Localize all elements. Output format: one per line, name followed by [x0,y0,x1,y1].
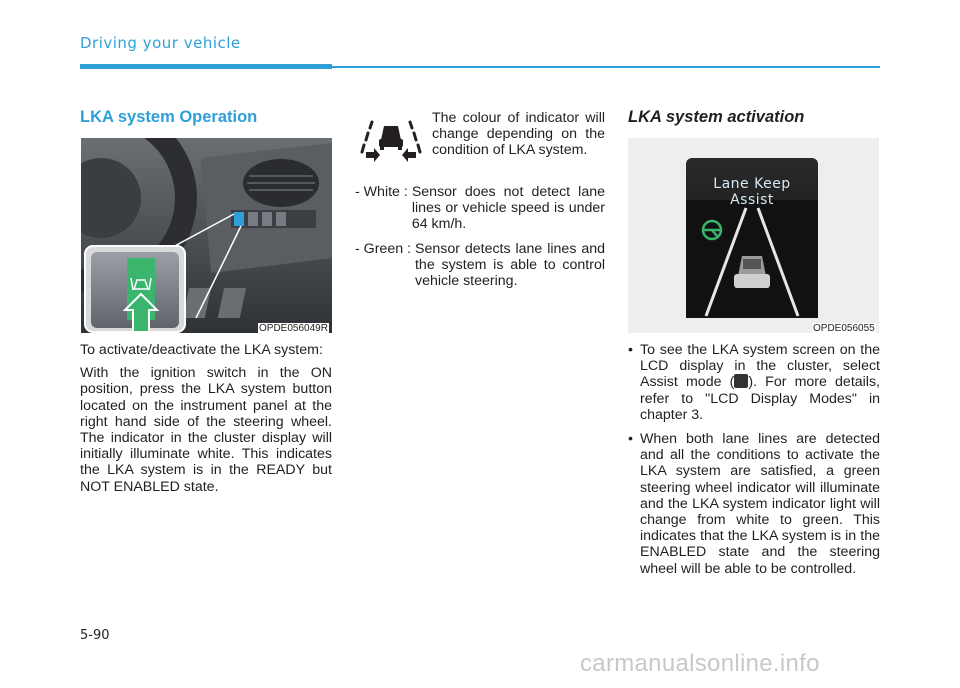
indicator-states-list [355,184,605,297]
header-rule-thick [80,64,332,69]
dashboard-photo-illustration [81,138,332,333]
state-white [355,184,605,233]
display-title: Lane Keep Assist [713,176,791,208]
section-title: Driving your vehicle [80,34,241,52]
header-rule-thin [332,66,880,68]
state-green-label: - Green : [355,240,411,257]
cluster-display-illustration [628,138,879,333]
bullet-enabled-state [628,431,880,577]
lka-operation-heading: LKA system Operation [80,108,258,126]
bullet-dot: • [628,342,633,358]
activate-instructions: With the ignition switch in the ON position, press the LKA system button located on the instrument panel at the right hand side of the steering wheel. The indicator in the cluster display will initially illuminate white. This indicates the LKA system is in the READY but NOT ENABLED state. [80,365,332,495]
indicator-colour-text: The colour of indicator will change depending on the condition of LKA system. [432,110,605,159]
bullet2-text: When both lane lines are detected and all the conditions to activate the LKA system are satisfied, a green steering wheel indicator will illuminate and the LKA system indicator light will change from white to green. This indicates that the LKA system is in the ENABLED state and the steering wheel will be able to be controlled. [640,431,880,577]
lka-cluster-display-figure [628,138,879,333]
figure-caption: OPDE056055 [813,323,875,334]
assist-mode-icon [734,374,748,388]
state-white-label: - White : [355,184,408,200]
bullet1-text-b: ). For more details, refer to "LCD Display Modes" in chapter 3. [640,374,880,423]
state-white-text: Sensor does not detect lane lines or vehicle speed is under 64 km/h. [411,184,605,233]
bullet-dot: • [628,431,633,448]
lka-activation-heading: LKA system activation [628,108,805,126]
state-green [355,241,605,290]
lka-button-photo [81,138,332,333]
lka-indicator-icon [356,112,426,164]
activate-intro: To activate/deactivate the LKA system: [80,342,323,358]
activation-bullets [628,342,880,585]
left-body-text [80,342,332,502]
watermark: carmanualsonline.info [580,650,820,677]
bullet-lcd-display [628,342,880,423]
state-green-text: Sensor detects lane lines and the system is able to control vehicle steering. [414,240,605,290]
bullet1-text-a: To see the LKA system screen on the LCD display in the cluster, select Assist mode ( [640,342,880,391]
photo-caption: OPDE056049R [259,323,328,334]
page-number: 5-90 [80,628,110,643]
